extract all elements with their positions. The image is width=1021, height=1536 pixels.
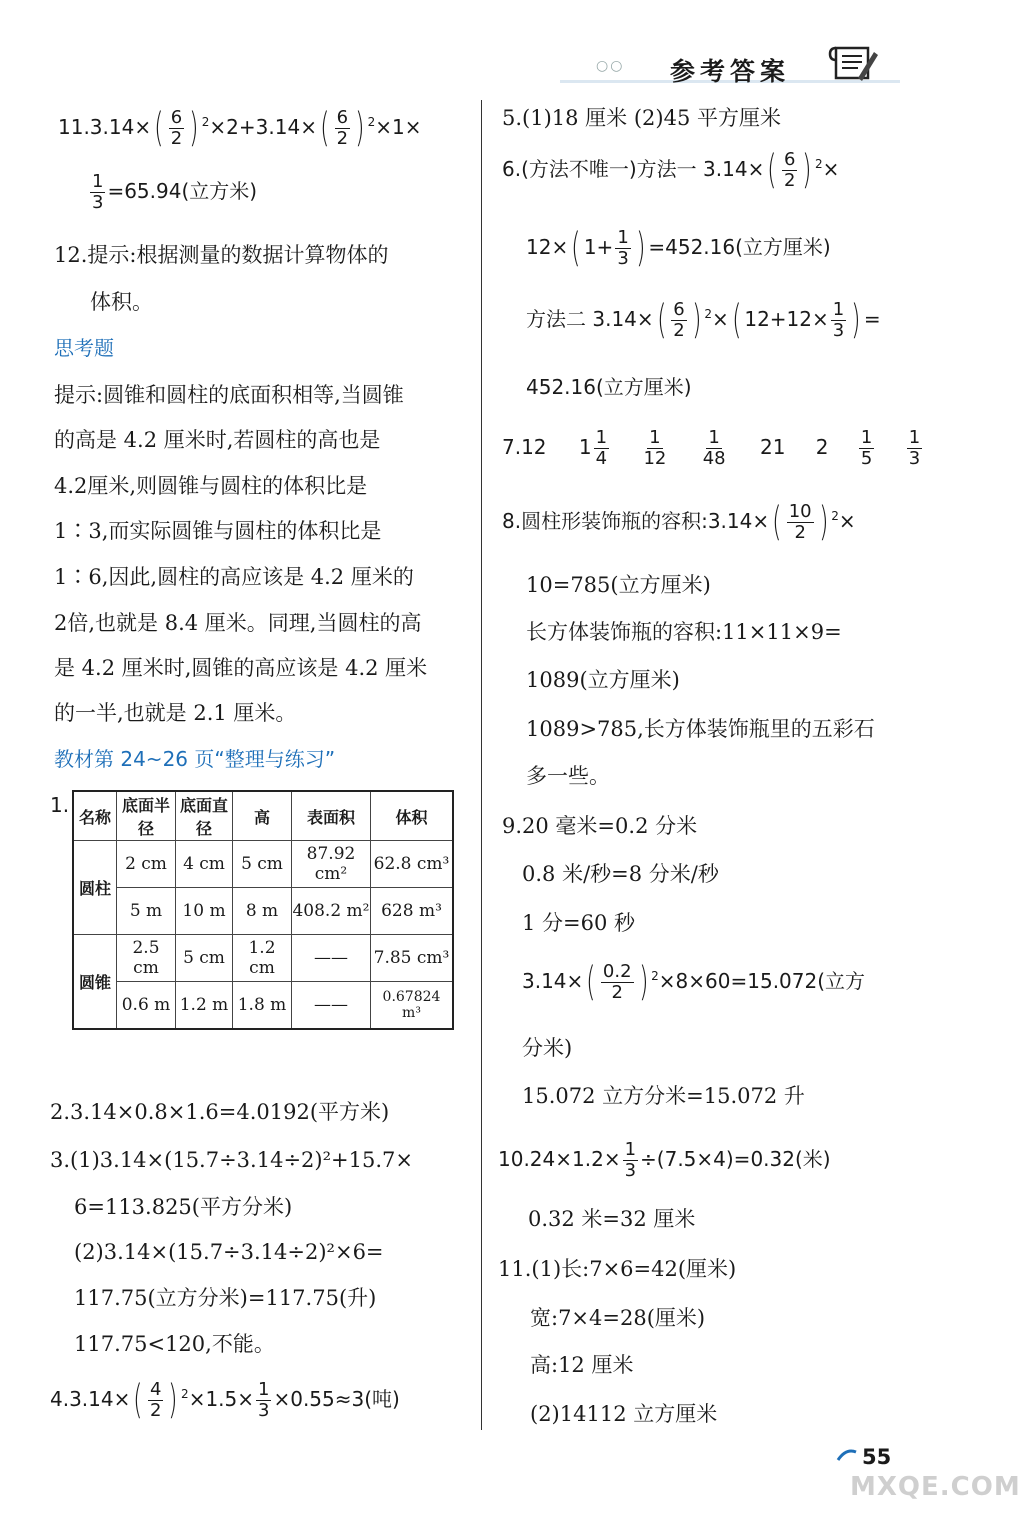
column-divider — [481, 100, 482, 1430]
q8-text-a: 8.圆柱形装饰瓶的容积:3.14× — [502, 508, 770, 533]
table-cell: 4 cm — [176, 841, 233, 888]
q8-line4: 1089(立方厘米) — [526, 668, 680, 692]
q7-text: 7.12 — [502, 434, 547, 459]
table-row — [73, 841, 453, 888]
think-line: 提示:圆锥和圆柱的底面积相等,当圆锥 — [54, 383, 404, 407]
q9-frac — [601, 962, 634, 1003]
q2-line: 2.3.14×0.8×1.6=4.0192(平方米) — [50, 1100, 390, 1124]
frac-num: 6 — [170, 107, 183, 128]
frac-den: 3 — [258, 1399, 270, 1421]
frac-den: 4 — [595, 447, 608, 469]
q8-line1: 8.圆柱形装饰瓶的容积:3.14×( $\frac{10}{2}$ ) $^2$× — [502, 499, 856, 546]
q8-line3: 长方体装饰瓶的容积:11×11×9= — [526, 620, 842, 644]
q11-text-b: ×2+3.14× — [209, 114, 317, 139]
table-row — [73, 935, 453, 982]
table-cell: 5 cm — [233, 841, 292, 888]
q10-frac — [623, 1140, 638, 1181]
q4-text-a: 4.3.14× — [50, 1386, 131, 1411]
section-title: 教材第 24~26 页“整理与练习” — [54, 747, 336, 771]
q10-text-b: ÷(7.5×4)=0.32(米) — [640, 1146, 831, 1171]
q6-frac3 — [671, 300, 686, 341]
q11-text-d: =65.94(立方米) — [107, 178, 258, 203]
q11-line2 — [88, 172, 257, 213]
frac-den: 2 — [170, 127, 183, 149]
q12-line2: 体积。 — [90, 290, 153, 314]
table-cell: 2 cm — [117, 841, 176, 888]
q11-right-line2: 宽:7×4=28(厘米) — [530, 1306, 706, 1330]
table-cell: —— — [292, 935, 371, 982]
frac-num: 1 — [860, 427, 873, 448]
q4-text-c: ×0.55≈3(吨) — [273, 1386, 400, 1411]
frac-den: 2 — [673, 319, 685, 341]
q8-frac — [787, 502, 814, 543]
q10-line1 — [498, 1140, 831, 1181]
frac-num: 10 — [788, 501, 812, 522]
q9-line4: 3.14×( $\frac{0.2}{2}$ ) $^2$×8×60=15.072(立方 — [522, 959, 866, 1006]
q6-line2: 12×( 1+ $\frac{1}{3}$ ) =452.16(立方厘米) — [526, 225, 831, 272]
q6-frac2 — [615, 228, 630, 269]
q3-line5: 117.75<120,不能。 — [74, 1332, 275, 1356]
frac-den: 2 — [149, 1399, 162, 1421]
page-mark-icon — [836, 1448, 858, 1464]
q7-item: 21 — [759, 434, 786, 459]
think-title: 思考题 — [54, 336, 114, 360]
frac-den: 2 — [336, 127, 349, 149]
table-header: 底面半径 — [117, 791, 176, 841]
q7-item: 2 — [815, 434, 829, 459]
table-row — [73, 888, 453, 935]
q8-line2: 10=785(立方厘米) — [526, 573, 711, 597]
q6-line3: 方法二 3.14×( $\frac{6}{2}$ ) $^2$×( 12+12× $\frac{1}{3}$ ) = — [526, 297, 881, 344]
table-cell: 5 m — [117, 888, 176, 935]
q6-text-d: =452.16(立方厘米) — [648, 234, 831, 259]
dimension-table — [72, 790, 454, 1030]
frac-num: 1 — [92, 171, 104, 192]
row-group-cone: 圆锥 — [73, 935, 117, 1030]
q6-text-f: × — [711, 306, 729, 331]
table-cell: 87.92 cm² — [292, 841, 371, 888]
q9-text-b: ×8×60=15.072(立方 — [658, 968, 866, 993]
table-cell: 1.8 m — [233, 982, 292, 1030]
q9-text-a: 3.14× — [522, 968, 584, 993]
table-cell: 62.8 cm³ — [371, 841, 454, 888]
table-header: 表面积 — [292, 791, 371, 841]
table-cell: 10 m — [176, 888, 233, 935]
q3-line2: 6=113.825(平方分米) — [74, 1195, 293, 1219]
frac-den: 3 — [908, 447, 921, 469]
frac-num: 0.2 — [602, 961, 632, 982]
page-number: 55 — [862, 1445, 892, 1469]
q6-text-a: 6.(方法不唯一)方法一 3.14× — [502, 156, 765, 181]
q7-item: 1 — [578, 434, 592, 459]
frac-num: 1 — [617, 227, 629, 248]
table-cell: 1.2 m — [176, 982, 233, 1030]
frac-num: 1 — [595, 427, 608, 448]
table-cell: 2.5 cm — [117, 935, 176, 982]
frac-num: 1 — [908, 427, 921, 448]
frac-den: 48 — [702, 447, 726, 469]
frac-num: 4 — [149, 1379, 162, 1400]
q12-line1: 12.提示:根据测量的数据计算物体的 — [54, 243, 389, 267]
q8-line6: 多一些。 — [526, 764, 610, 788]
frac-num: 1 — [832, 299, 845, 320]
q6-text-c: 1+ — [583, 234, 614, 259]
q7-frac — [701, 428, 728, 469]
frac-den: 3 — [617, 247, 629, 269]
q3-line3: (2)3.14×(15.7÷3.14÷2)²×6= — [74, 1240, 384, 1264]
frac-den: 3 — [832, 319, 845, 341]
think-line: 是 4.2 厘米时,圆锥的高应该是 4.2 厘米 — [54, 656, 428, 680]
header-title: 参考答案 — [670, 57, 791, 86]
q11-right-line1: 11.(1)长:7×6=42(厘米) — [498, 1257, 737, 1281]
frac-num: 1 — [624, 1139, 637, 1160]
q11-line1: 11.3.14×( $\frac{6}{2}$ ) $^2$×2+3.14×( $\frac{6}{2}$ ) $^2$×1× — [58, 105, 422, 152]
table-header: 体积 — [371, 791, 454, 841]
frac-num: 1 — [649, 427, 661, 448]
q11-frac2 — [335, 108, 350, 149]
frac-den: 12 — [643, 447, 667, 469]
frac-den: 2 — [611, 981, 623, 1003]
q11-frac1 — [169, 108, 184, 149]
q11-frac3 — [90, 172, 105, 213]
table-cell: 408.2 m² — [292, 888, 371, 935]
q9-line2: 0.8 米/秒=8 分米/秒 — [522, 862, 719, 886]
q9-line6: 15.072 立方分米=15.072 升 — [522, 1084, 805, 1108]
frac-den: 2 — [794, 521, 806, 543]
q10-line2: 0.32 米=32 厘米 — [528, 1207, 696, 1231]
frac-den: 3 — [92, 191, 104, 213]
table-cell: —— — [292, 982, 371, 1030]
row-group-cylinder: 圆柱 — [73, 841, 117, 935]
frac-den: 2 — [783, 169, 796, 191]
frac-num: 1 — [708, 427, 720, 448]
q6-text-e: 方法二 3.14× — [526, 306, 654, 331]
q9-line3: 1 分=60 秒 — [522, 911, 636, 935]
q6-text-b: 12× — [526, 234, 569, 259]
q9-line1: 9.20 毫米=0.2 分米 — [502, 814, 698, 838]
scroll-pencil-icon — [828, 42, 880, 86]
frac-den: 3 — [624, 1159, 637, 1181]
q7-frac — [641, 428, 668, 469]
q6-frac4 — [831, 300, 846, 341]
q4-frac2 — [256, 1380, 271, 1421]
q3-line1: 3.(1)3.14×(15.7÷3.14÷2)²+15.7× — [50, 1148, 413, 1172]
q6-line4: 452.16(立方厘米) — [526, 375, 692, 399]
q11-text-c: ×1× — [375, 114, 422, 139]
q11-right-line4: (2)14112 立方厘米 — [530, 1402, 718, 1426]
table-header: 高 — [233, 791, 292, 841]
q4-line: 4.3.14×( $\frac{4}{2}$ ) $^2$×1.5× $\frac{1}{3}$ ×0.55≈3(吨) — [50, 1377, 400, 1424]
q10-text-a: 10.24×1.2× — [498, 1146, 621, 1171]
q8-line5: 1089>785,长方体装饰瓶里的五彩石 — [526, 717, 875, 741]
q3-line4: 117.75(立方分米)=117.75(升) — [74, 1286, 377, 1310]
think-line: 的高是 4.2 厘米时,若圆柱的高也是 — [54, 428, 381, 452]
watermark: MXQE.COM — [850, 1472, 1021, 1502]
q4-text-b: ×1.5× — [188, 1386, 255, 1411]
table-cell: 628 m³ — [371, 888, 454, 935]
table-header: 名称 — [73, 791, 117, 841]
q6-line1: 6.(方法不唯一)方法一 3.14×( $\frac{6}{2}$ ) $^2$× — [502, 147, 840, 194]
table-cell: 1.2 cm — [233, 935, 292, 982]
think-line: 1∶3,而实际圆锥与圆柱的体积比是 — [54, 519, 382, 543]
q11-right-line3: 高:12 厘米 — [530, 1353, 634, 1377]
header-dots: ○○ — [596, 58, 625, 74]
table-header-row — [73, 791, 453, 841]
q11-text-a: 11.3.14× — [58, 114, 152, 139]
q7-frac — [594, 428, 609, 469]
table-cell: 0.6 m — [117, 982, 176, 1030]
q6-frac1 — [782, 150, 797, 191]
q9-line5: 分米) — [522, 1036, 573, 1060]
table-row — [73, 982, 453, 1030]
frac-num: 1 — [258, 1379, 270, 1400]
table-cell: 5 cm — [176, 935, 233, 982]
q7-line — [502, 428, 924, 469]
q4-frac1 — [148, 1380, 163, 1421]
think-line: 4.2厘米,则圆锥与圆柱的体积比是 — [54, 474, 368, 498]
table-header: 底面直径 — [176, 791, 233, 841]
q6-text-g: 12+12× — [744, 306, 829, 331]
think-line: 1∶6,因此,圆柱的高应该是 4.2 厘米的 — [54, 565, 414, 589]
table-cell: 8 m — [233, 888, 292, 935]
frac-den: 5 — [860, 447, 873, 469]
q5-line: 5.(1)18 厘米 (2)45 平方厘米 — [502, 106, 781, 130]
frac-num: 6 — [336, 107, 349, 128]
page-header — [560, 48, 900, 90]
q7-frac — [907, 428, 922, 469]
frac-num: 6 — [783, 149, 796, 170]
think-line: 2倍,也就是 8.4 厘米。同理,当圆柱的高 — [54, 611, 422, 635]
think-line: 的一半,也就是 2.1 厘米。 — [54, 701, 297, 725]
frac-num: 6 — [673, 299, 685, 320]
table-cell: 7.85 cm³ — [371, 935, 454, 982]
table-cell: 0.67824 m³ — [371, 982, 454, 1030]
q7-frac — [859, 428, 874, 469]
q1-label: 1. — [50, 793, 70, 817]
